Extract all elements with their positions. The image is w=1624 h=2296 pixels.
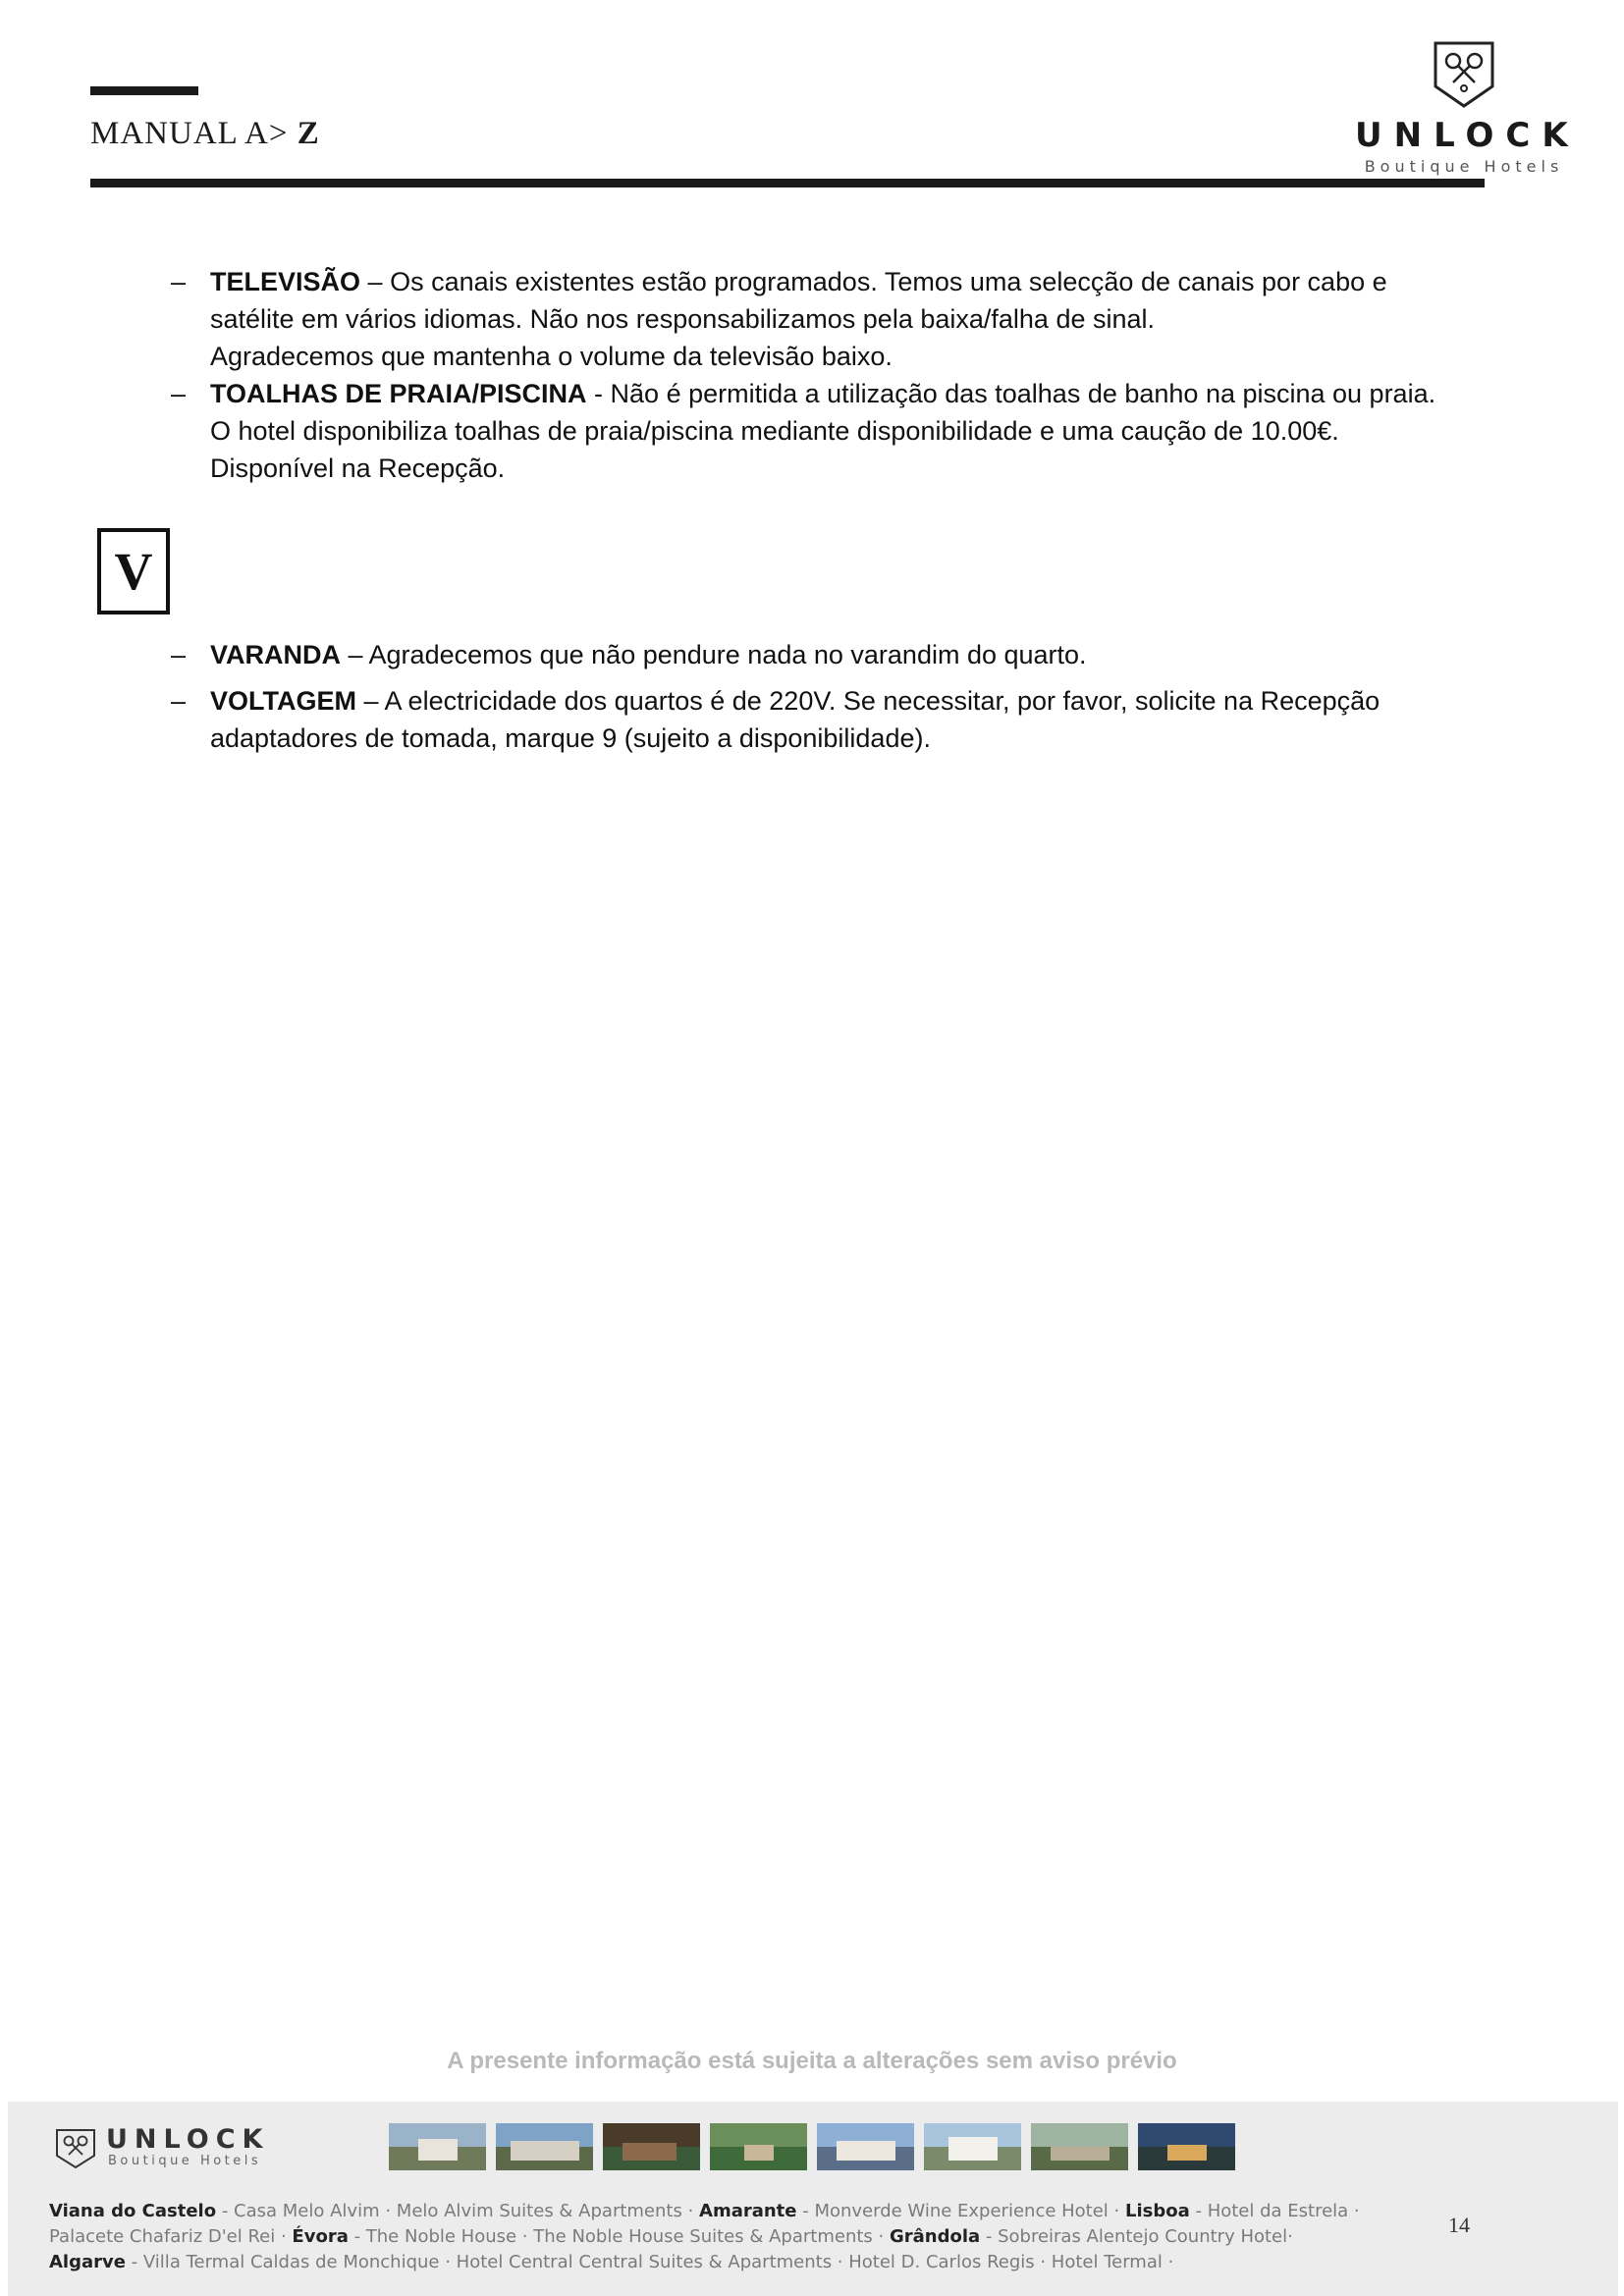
entry-text: Agradecemos que não pendure nada no varandim do quarto. <box>368 640 1087 669</box>
entry-line: Disponível na Recepção. <box>210 454 506 483</box>
entry-line: Agradecemos que mantenha o volume da televisão baixo. <box>210 342 893 371</box>
header-accent-bar <box>90 86 198 95</box>
entry-dash: – <box>171 686 187 716</box>
hotel-names: - Hotel da Estrela · <box>1189 2201 1360 2221</box>
hotel-names: - Sobreiras Alentejo Country Hotel· <box>980 2226 1293 2247</box>
entry-televisao <box>171 263 1470 375</box>
entry-line <box>210 263 1470 300</box>
entry-term: TOALHAS DE PRAIA/PISCINA <box>210 379 587 408</box>
entry-dash: – <box>171 640 187 669</box>
hotel-locations-line <box>49 2224 1522 2250</box>
entry-separator: - <box>586 379 611 408</box>
brand-logo-tagline: Boutique Hotels <box>1364 157 1564 176</box>
keys-emblem-icon <box>1432 39 1496 110</box>
footer-brand-tagline: Boutique Hotels <box>108 2154 262 2168</box>
region-name: Évora <box>292 2226 349 2247</box>
entry-dash: – <box>171 379 187 408</box>
entry-separator: – <box>341 640 369 669</box>
hotel-locations-list <box>49 2199 1522 2275</box>
entry-toalhas <box>171 375 1470 487</box>
hotel-photo-thumbnail <box>817 2123 914 2170</box>
entry-dash: – <box>171 267 187 296</box>
hotel-photo-thumbnail <box>389 2123 486 2170</box>
entry-varanda <box>171 636 1470 673</box>
entry-text: A electricidade dos quartos é de 220V. Se necessitar, por favor, solicite na Recepção <box>384 686 1380 716</box>
entry-term: VOLTAGEM <box>210 686 356 716</box>
hotel-locations-line <box>49 2250 1522 2275</box>
entry-line: satélite em vários idiomas. Não nos responsabilizamos pela baixa/falha de sinal. <box>210 304 1156 334</box>
entry-line: O hotel disponibiliza toalhas de praia/piscina mediante disponibilidade e uma caução de 10.00€. <box>210 416 1339 446</box>
entry-line <box>210 375 1470 412</box>
entry-voltagem <box>171 682 1470 757</box>
entry-separator: – <box>356 686 385 716</box>
entry-line <box>210 682 1470 720</box>
hotel-locations-line <box>49 2199 1522 2224</box>
entry-term: TELEVISÃO <box>210 267 361 296</box>
hotel-photo-thumbnail <box>924 2123 1021 2170</box>
title-letter: Z <box>297 116 320 151</box>
region-name: Algarve <box>49 2252 126 2272</box>
hotel-names: - Monverde Wine Experience Hotel · <box>796 2201 1125 2221</box>
hotel-names: - Casa Melo Alvim · Melo Alvim Suites & Apartments · <box>216 2201 700 2221</box>
entry-text: Os canais existentes estão programados. Temos uma selecção de canais por cabo e <box>390 267 1387 296</box>
title-prefix: MANUAL A> <box>90 116 289 151</box>
hotel-photo-strip <box>389 2123 1235 2170</box>
footer-brand-wordmark: UNLOCK <box>106 2124 270 2155</box>
hotel-photo-thumbnail <box>1031 2123 1128 2170</box>
region-name: Amarante <box>699 2201 797 2221</box>
hotel-photo-thumbnail <box>496 2123 593 2170</box>
region-name: Grândola <box>889 2226 981 2247</box>
entry-separator: – <box>360 267 391 296</box>
page-number: 14 <box>1448 2213 1470 2237</box>
hotel-names: - Villa Termal Caldas de Monchique · Hotel Central Central Suites & Apartments · Hotel D. Carlos Regis · Hotel Termal · <box>125 2252 1174 2272</box>
hotel-names: Palacete Chafariz D'el Rei · <box>49 2226 293 2247</box>
entry-line: adaptadores de tomada, marque 9 (sujeito a disponibilidade). <box>210 723 931 753</box>
entry-line <box>210 636 1470 673</box>
hotel-photo-thumbnail <box>710 2123 807 2170</box>
hotel-names: - The Noble House · The Noble House Suites & Apartments · <box>348 2226 890 2247</box>
region-name: Lisboa <box>1124 2201 1190 2221</box>
keys-emblem-icon <box>55 2128 96 2169</box>
disclaimer-notice: A presente informação está sujeita a alterações sem aviso prévio <box>447 2048 1177 2074</box>
brand-logo-wordmark: UNLOCK <box>1355 116 1580 155</box>
hotel-photo-thumbnail <box>603 2123 700 2170</box>
header-rule <box>90 179 1485 187</box>
region-name: Viana do Castelo <box>49 2201 217 2221</box>
section-letter-box: V <box>97 528 170 614</box>
entry-term: VARANDA <box>210 640 341 669</box>
hotel-photo-thumbnail <box>1138 2123 1235 2170</box>
entry-text: Não é permitida a utilização das toalhas de banho na piscina ou praia. <box>610 379 1436 408</box>
document-title <box>90 116 320 152</box>
